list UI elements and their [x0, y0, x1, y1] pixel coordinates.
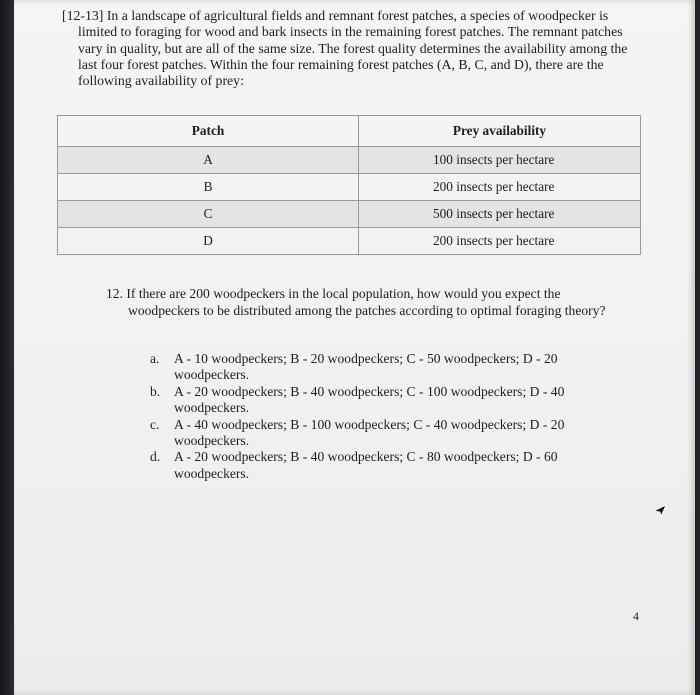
- option-text: A - 20 woodpeckers; B - 40 woodpeckers; C - 100 woodpeckers; D - 40 woodpeckers.: [174, 383, 565, 416]
- right-dark-edge: [695, 0, 700, 695]
- table-row: [58, 228, 641, 255]
- option-text: A - 40 woodpeckers; B - 100 woodpeckers; C - 40 woodpeckers; D - 20 woodpeckers.: [174, 416, 565, 449]
- option-b[interactable]: [150, 384, 620, 417]
- prey-cell: 100 insects per hectare: [359, 147, 641, 174]
- question-12: 12. If there are 200 woodpeckers in the local population, how would you expect the woodpeckers to be distributed among the patches according to optimal foraging theory?: [106, 286, 606, 318]
- option-letter: d.: [150, 449, 161, 465]
- option-a[interactable]: [150, 351, 620, 384]
- header-prey-availability: Prey availability: [359, 116, 641, 147]
- prey-cell: 500 insects per hectare: [359, 201, 641, 228]
- option-d[interactable]: [150, 449, 620, 482]
- option-text: A - 20 woodpeckers; B - 40 woodpeckers; C - 80 woodpeckers; D - 60 woodpeckers.: [174, 449, 558, 481]
- option-text: A - 10 woodpeckers; B - 20 woodpeckers; C - 50 woodpeckers; D - 20 woodpeckers.: [174, 351, 558, 383]
- prey-availability-table: [57, 115, 641, 255]
- left-dark-edge: [0, 0, 14, 695]
- document-page: [14, 0, 695, 695]
- mouse-pointer-icon: [652, 502, 668, 518]
- prey-cell: 200 insects per hectare: [359, 174, 641, 201]
- patch-cell: A: [58, 147, 359, 174]
- table-row: [58, 147, 641, 174]
- page-number: 4: [633, 609, 639, 623]
- prey-cell: 200 insects per hectare: [359, 228, 641, 255]
- patch-cell: B: [58, 174, 359, 201]
- answer-options: [150, 351, 620, 482]
- option-letter: c.: [150, 416, 160, 432]
- header-patch: Patch: [58, 116, 359, 147]
- table-row: [58, 201, 641, 228]
- option-letter: b.: [150, 383, 161, 399]
- intro-paragraph: [12-13] In a landscape of agricultural fields and remnant forest patches, a species of woodpecker is limited to foraging for wood and bark insects in the remaining forest patches. The remnant patches vary in quality, but are all of the same size. The forest quality determines the availability among the last four forest patches. Within the four remaining forest patches (A, B, C, and D), there are the following availability of prey:: [62, 8, 628, 89]
- table-header-row: [58, 116, 641, 147]
- patch-cell: D: [58, 228, 359, 255]
- option-c[interactable]: [150, 417, 620, 450]
- option-letter: a.: [150, 351, 160, 366]
- table-row: [58, 174, 641, 201]
- patch-cell: C: [58, 201, 359, 228]
